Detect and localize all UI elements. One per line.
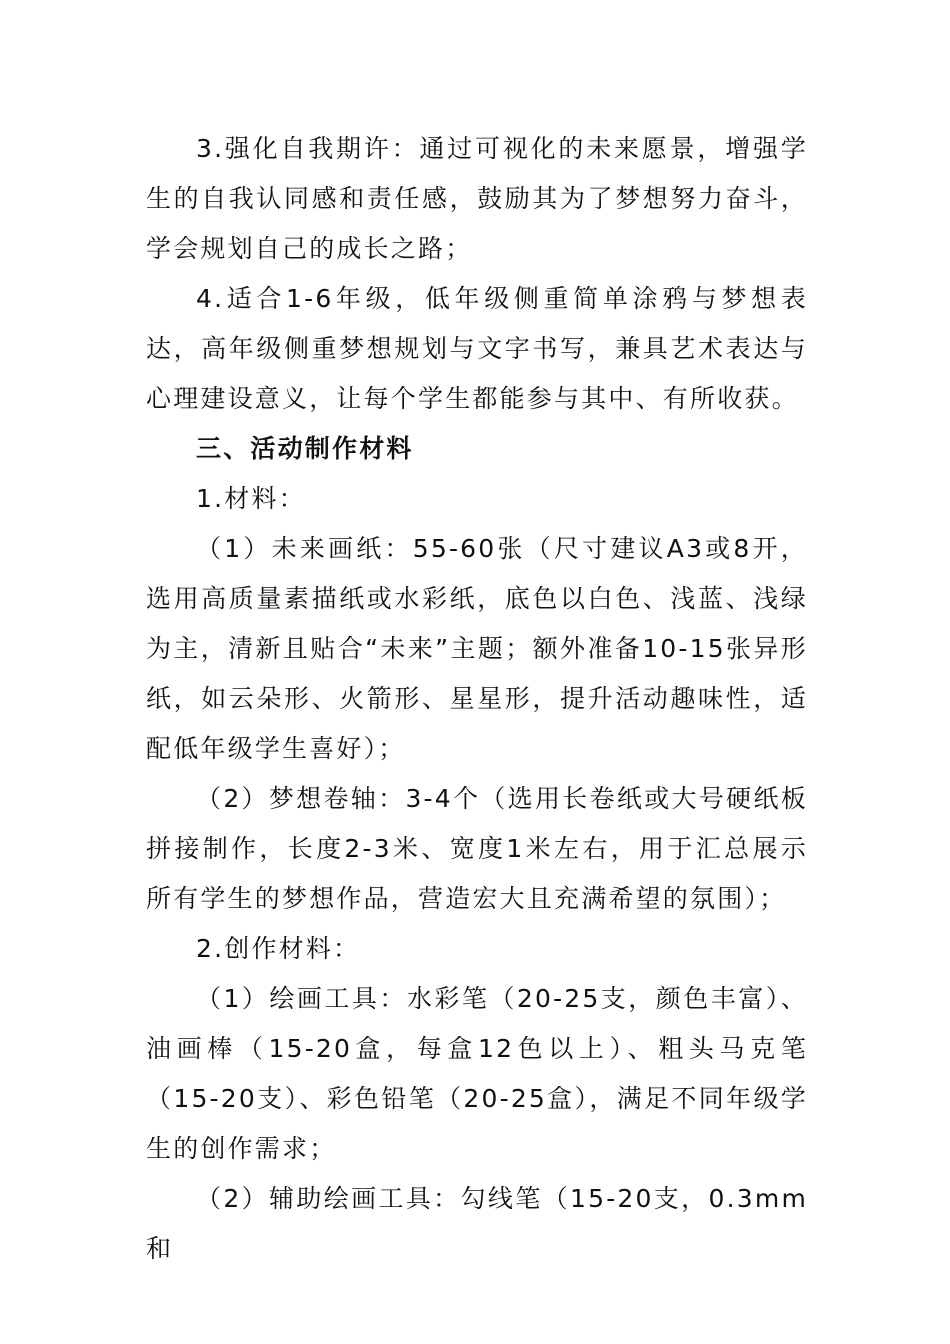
paragraph-auxiliary-tools: （2）辅助绘画工具：勾线笔（15-20支，0.3mm和	[146, 1184, 808, 1263]
section-heading-materials: 三、活动制作材料	[196, 434, 414, 463]
paragraph-goal-3: 3.强化自我期许：通过可视化的未来愿景，增强学生的自我认同感和责任感，鼓励其为了梦想努力奋斗，学会规划自己的成长之路；	[146, 134, 808, 263]
paragraph-drawing-tools: （1）绘画工具：水彩笔（20-25支，颜色丰富）、油画棒（15-20盒，每盒12色以上）、粗头马克笔（15-20支）、彩色铅笔（20-25盒），满足不同年级学生的创作需求；	[146, 984, 808, 1163]
paragraph-goal-4: 4.适合1-6年级，低年级侧重简单涂鸦与梦想表达，高年级侧重梦想规划与文字书写，兼具艺术表达与心理建设意义，让每个学生都能参与其中、有所收获。	[146, 284, 808, 413]
document-body	[146, 124, 808, 1274]
paragraph-dream-scroll: （2）梦想卷轴：3-4个（选用长卷纸或大号硬纸板拼接制作，长度2-3米、宽度1米左右，用于汇总展示所有学生的梦想作品，营造宏大且充满希望的氛围）；	[146, 784, 808, 913]
paragraph-materials-1: 1.材料：	[196, 484, 306, 513]
paragraph-future-paper: （1）未来画纸：55-60张（尺寸建议A3或8开，选用高质量素描纸或水彩纸，底色以白色、浅蓝、浅绿为主，清新且贴合“未来”主题；额外准备10-15张异形纸，如云朵形、火箭形、星星形，提升活动趣味性，适配低年级学生喜好）；	[146, 534, 808, 763]
paragraph-creation-materials: 2.创作材料：	[196, 934, 361, 963]
